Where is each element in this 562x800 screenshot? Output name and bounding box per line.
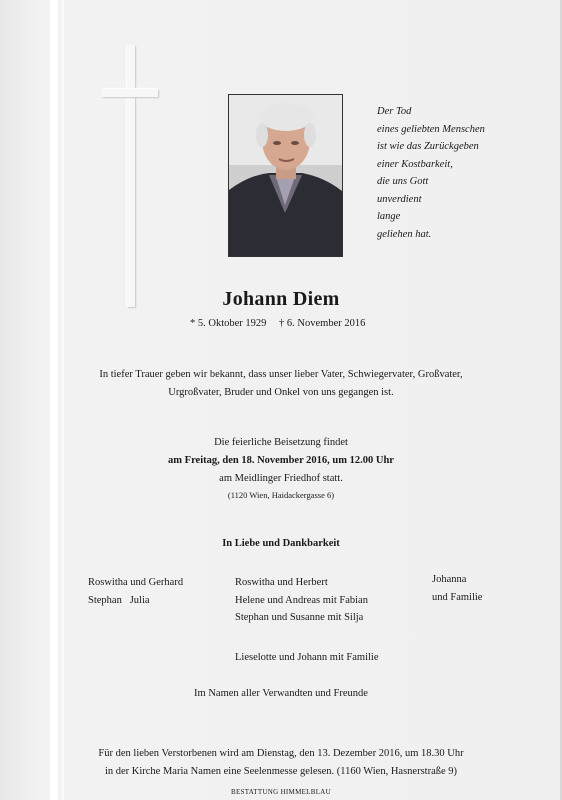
- portrait-photo: [228, 94, 343, 257]
- funeral-date-time: am Freitag, den 18. November 2016, um 12.00 Uhr: [168, 455, 394, 466]
- life-dates: [190, 318, 375, 329]
- mourners-column-2: [235, 574, 368, 627]
- mourners-heading: In Liebe und Dankbarkeit: [222, 538, 340, 549]
- poem-line: ist wie das Zurückgeben: [377, 141, 479, 152]
- funeral-address: (1120 Wien, Haidackergasse 6): [227, 490, 335, 500]
- mourner-entry-extra: Lieselotte und Johann mit Familie: [235, 652, 379, 663]
- mourner-entry: Roswitha und Herbert: [235, 577, 328, 588]
- portrait-image: [229, 95, 342, 256]
- mass-line-2: in der Kirche Maria Namen eine Seelenmesse gelesen. (1160 Wien, Hasnerstraße 9): [104, 766, 458, 777]
- poem-line: eines geliebten Menschen: [377, 123, 485, 135]
- announcement-line-1: In tiefer Trauer geben wir bekannt, dass unser lieber Vater, Schwiegervater, Großvater,: [99, 369, 463, 380]
- mourner-entry: Johanna: [432, 574, 467, 585]
- mourner-entry: Roswitha und Gerhard: [88, 577, 184, 588]
- decorative-stripe-thin: [61, 0, 64, 800]
- poem-line: geliehen hat.: [377, 228, 432, 240]
- mourner-entry: Helene und Andreas mit Fabian: [235, 594, 368, 606]
- birth-date: * 5. Oktober 1929: [190, 318, 267, 329]
- mourners-closing: Im Namen aller Verwandten und Freunde: [194, 688, 368, 699]
- mourner-entry: Stephan Julia: [88, 594, 150, 606]
- cross-icon-horizontal: [102, 89, 158, 97]
- mourners-column-1: [88, 574, 183, 609]
- cross-icon-vertical: [127, 45, 135, 307]
- funeral-place: am Meidlinger Friedhof statt.: [219, 473, 343, 484]
- poem-line: einer Kostbarkeit,: [377, 158, 453, 170]
- poem-line: die uns Gott: [377, 176, 429, 187]
- mourners-column-3: [432, 571, 482, 606]
- poem: [377, 103, 485, 243]
- deceased-name: Johann Diem: [222, 288, 340, 310]
- poem-line: Der Tod: [377, 106, 412, 117]
- death-date: † 6. November 2016: [279, 318, 366, 329]
- poem-line: unverdient: [377, 193, 422, 205]
- announcement-line-2: Urgroßvater, Bruder und Onkel von uns gegangen ist.: [168, 387, 394, 398]
- decorative-stripe: [50, 0, 58, 800]
- poem-line: lange: [377, 211, 401, 222]
- mourner-entry: und Familie: [432, 591, 483, 603]
- mourner-entry: Stephan und Susanne mit Silja: [235, 612, 364, 623]
- funeral-line-1: Die feierliche Beisetzung findet: [214, 437, 348, 448]
- funeral-home-brand: BESTATTUNG HIMMELBLAU: [230, 788, 332, 796]
- mass-line-1: Für den lieben Verstorbenen wird am Dienstag, den 13. Dezember 2016, um 18.30 Uhr: [98, 748, 464, 759]
